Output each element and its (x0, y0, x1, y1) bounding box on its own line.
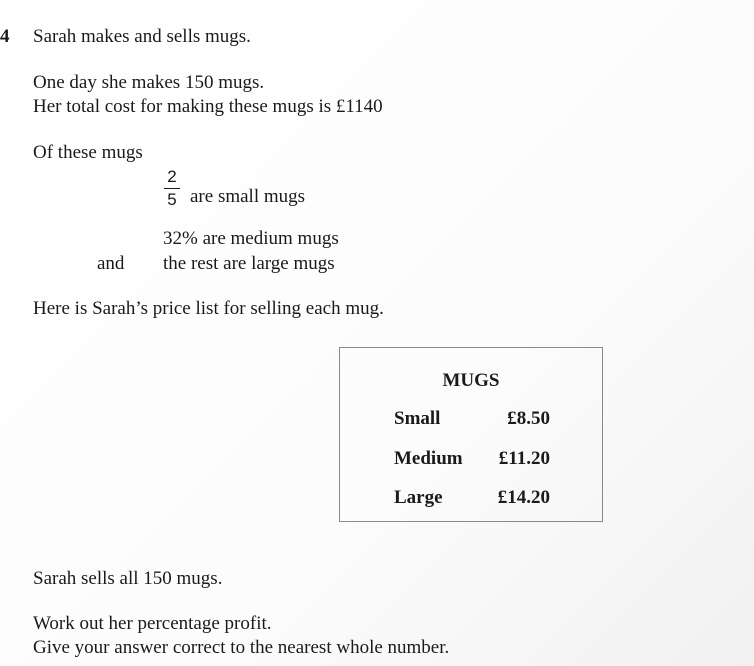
mugs-made-text: One day she makes 150 mugs. (33, 72, 265, 93)
price-row-medium-value: £11.20 (498, 448, 550, 469)
price-list-title: MUGS (442, 370, 500, 391)
two-fifths-fraction (164, 168, 180, 208)
price-row-large-value: £14.20 (497, 487, 550, 508)
instruction-percentage-profit: Work out her percentage profit. (33, 613, 272, 634)
instruction-rounding: Give your answer correct to the nearest whole number. (33, 637, 450, 658)
price-row-medium-label: Medium (394, 448, 463, 469)
price-list-intro: Here is Sarah’s price list for selling each mug. (33, 298, 384, 319)
sells-all-text: Sarah sells all 150 mugs. (33, 568, 223, 589)
price-list-box (339, 347, 603, 522)
price-row-large-label: Large (394, 487, 443, 508)
medium-mugs-text: 32% are medium mugs (163, 228, 339, 249)
fraction-bar (164, 188, 180, 189)
fraction-denominator: 5 (167, 190, 177, 209)
fraction-numerator: 2 (167, 167, 177, 186)
of-these-mugs-text: Of these mugs (33, 142, 143, 163)
small-mugs-text: are small mugs (190, 186, 306, 207)
price-row-small-value: £8.50 (507, 408, 550, 429)
and-word: and (97, 253, 125, 274)
question-intro: Sarah makes and sells mugs. (33, 26, 251, 47)
large-mugs-text: the rest are large mugs (163, 253, 335, 274)
price-row-small-label: Small (394, 408, 441, 429)
total-cost-text: Her total cost for making these mugs is £1140 (33, 96, 383, 117)
question-number: 4 (0, 26, 10, 47)
